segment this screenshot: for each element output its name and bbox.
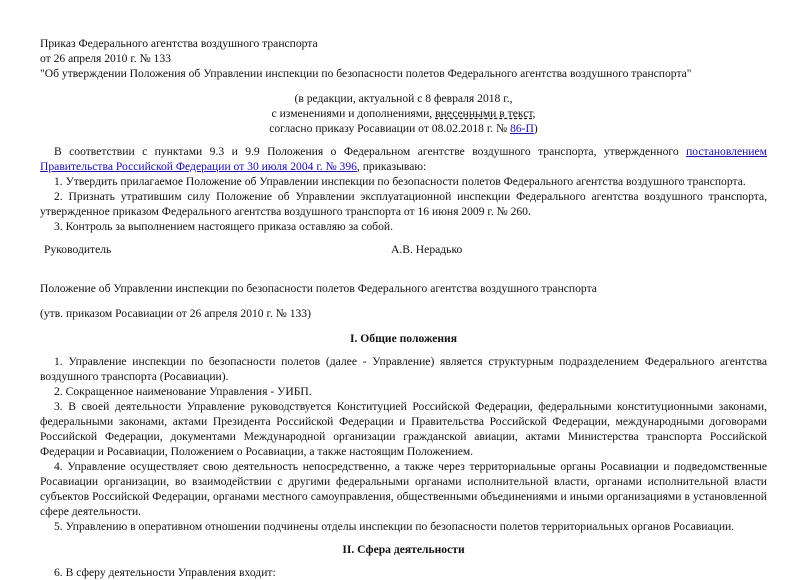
preamble [40,144,767,174]
revision-line3-text: согласно приказу Росавиации от 08.02.2018 г. № [269,122,511,135]
section1-item-3: 3. В своей деятельности Управление руководствуется Конституцией Российской Федерации, федеральными конституционными законами, федеральными законами, актами Президента Российской Федерации и Правительства Российской Федерации, международными договорами Российской Федерации, документами Международной организации гражданской авиации, актами Министерства транспорта Российской Федерации и Росавиации, Положением о Росавиации, а также настоящим Положением. [40,400,767,458]
revision-line3 [40,121,767,136]
signature-block [40,242,767,257]
order-86p-link[interactable]: 86-П [510,122,534,135]
order-title-line3: "Об утверждении Положения об Управлении инспекции по безопасности полетов Федерального агентства воздушного транспорта" [40,67,692,80]
regulation-title: Положение об Управлении инспекции по безопасности полетов Федерального агентства воздушного транспорта [40,282,597,295]
section1-item-5: 5. Управлению в оперативном отношении подчинены отделы инспекции по безопасности полетов территориальных органов Росавиации. [54,520,735,533]
preamble-text: В соответствии с пунктами 9.3 и 9.9 Положения о Федеральном агентстве воздушного транспорта, утвержденного [54,145,687,158]
revision-note [40,91,767,136]
section1-item-1: 1. Управление инспекции по безопасности полетов (далее - Управление) является структурным подразделением Федерального агентства воздушного транспорта (Росавиации). [40,355,767,383]
order-title-line1: Приказ Федерального агентства воздушного транспорта [40,37,318,50]
signature-name: А.В. Нерадько [391,243,463,256]
order-item-1: 1. Утвердить прилагаемое Положение об Управлении инспекции по безопасности полетов Федерального агентства воздушного транспорта. [54,175,746,188]
section2-heading: II. Сфера деятельности [342,543,465,556]
order-item-2: 2. Признать утратившим силу Положение об Управлении эксплуатационной инспекции Федерального агентства воздушного транспорта, утвержденное приказом Федерального агентства воздушного транспорта от 16 июня 2009 г. № 260. [40,190,767,218]
order-item-3: 3. Контроль за выполнением настоящего приказа оставляю за собой. [54,220,393,233]
section1-item-2: 2. Сокращенное наименование Управления - УИБП. [54,385,312,398]
section1-item-4: 4. Управление осуществляет свою деятельность непосредственно, а также через территориальные органы Росавиации и подведомственные Росавиации организации, во взаимодействии с другими федеральными органами исполнительной власти, органами исполнительной власти субъектов Российской Федерации, органами местного самоуправления, общественными объединениями и иными организациями в установленной сфере деятельности. [40,460,767,518]
government-decree-link[interactable]: постановлением Правительства Российской Федерации от 30 июля 2004 г. № 396 [40,145,767,173]
revision-line2-text: с изменениями и дополнениями, [271,107,436,120]
regulation-approved: (утв. приказом Росавиации от 26 апреля 2010 г. № 133) [40,307,311,320]
revision-line1: (в редакции, актуальной с 8 февраля 2018 г., [294,92,513,105]
revision-line3-suffix: ) [533,122,538,135]
amendments-link[interactable]: внесенными в текст [435,107,533,120]
revision-line2 [40,106,767,121]
preamble-suffix: , приказываю: [356,160,427,173]
revision-line2-suffix: , [532,107,536,120]
order-title-line2: от 26 апреля 2010 г. № 133 [40,52,171,65]
document-page [40,36,767,580]
signature-role: Руководитель [44,243,112,256]
section1-heading: I. Общие положения [349,332,457,345]
section2-item-6: 6. В сферу деятельности Управления входит: [54,566,276,579]
